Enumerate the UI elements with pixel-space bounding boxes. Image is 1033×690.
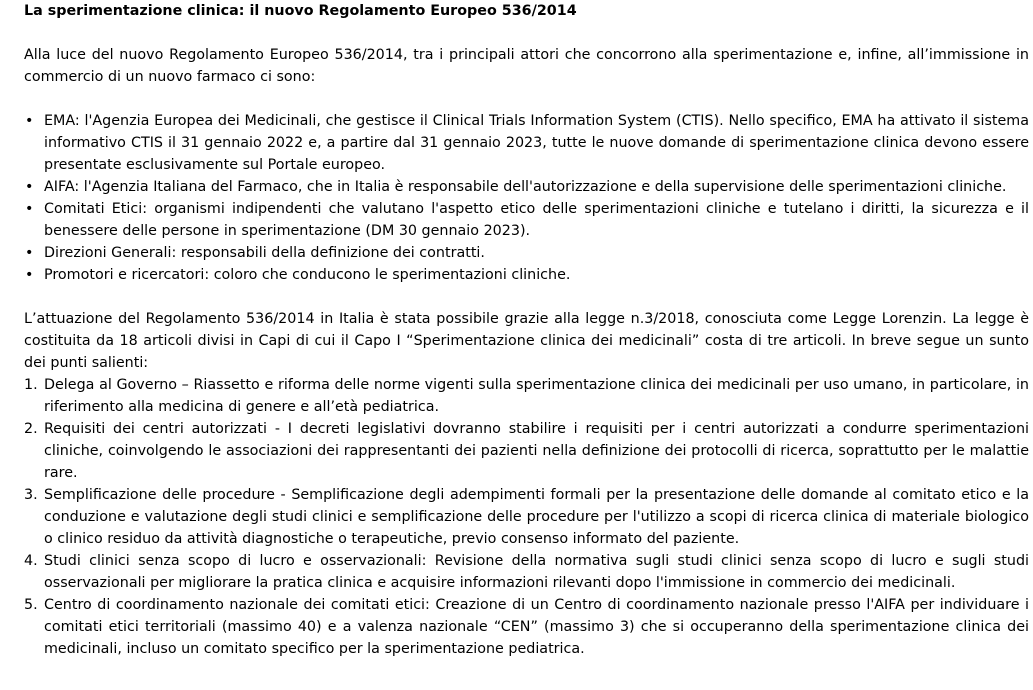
list-number: 5. [24,597,38,613]
law-paragraph: L’attuazione del Regolamento 536/2014 in Italia è stata possibile grazie alla legge n.3/2018, conosciuta come Legge Lorenzin. La legge è costituita da 18 articoli divisi in Capi di cui il Capo I “Sperimentazione clinica dei medicinali” costa di tre articoli. In breve segue un sunto dei punti salienti: [24,311,1029,371]
list-item-text: Semplificazione delle procedure - Semplificazione degli adempimenti formali per la presentazione delle domande al comitato etico e la conduzione e valutazione degli studi clinici e semplificazione delle procedure per l'utilizzo a scopi di ricerca clinica di materiale biologico o clinico residuo da attività diagnostiche o terapeutiche, previo consenso informato del paziente. [44,487,1029,547]
list-item-text: Studi clinici senza scopo di lucro e osservazionali: Revisione della normativa sugli studi clinici senza scopo di lucro e sugli studi osservazionali per migliorare la pratica clinica e acquisire informazioni rilevanti dopo l'immissione in commercio dei medicinali. [44,553,1029,591]
list-item-text: Requisiti dei centri autorizzati - I decreti legislativi dovranno stabilire i requisiti per i centri autorizzati a condurre sperimentazioni cliniche, coinvolgendo le associazioni dei rappresentanti dei pazienti nella definizione dei protocolli di ricerca, soprattutto per le malattie rare. [44,421,1029,481]
list-number: 1. [24,377,38,393]
list-item: • AIFA: l'Agenzia Italiana del Farmaco, che in Italia è responsabile dell'autorizzazione e della supervisione delle sperimentazioni cliniche. [24,176,1029,198]
list-item: • EMA: l'Agenzia Europea dei Medicinali, che gestisce il Clinical Trials Information System (CTIS). Nello specifico, EMA ha attivato il sistema informativo CTIS il 31 gennaio 2022 e, a partire dal 31 gennaio 2023, tutte le nuove domande di sperimentazione clinica devono essere presentate esclusivamente sul Portale europeo. [24,110,1029,176]
list-item-text: Centro di coordinamento nazionale dei comitati etici: Creazione di un Centro di coordinamento nazionale presso l'AIFA per individuare i comitati etici territoriali (massimo 40) e a valenza nazionale “CEN” (massimo 3) che si occuperanno della sperimentazione clinica dei medicinali, incluso un comitato specifico per la sperimentazione pediatrica. [44,597,1029,657]
list-item: • Promotori e ricercatori: coloro che conducono le sperimentazioni cliniche. [24,264,1029,286]
actors-list [24,110,1029,286]
list-item: • Direzioni Generali: responsabili della definizione dei contratti. [24,242,1029,264]
list-item [24,594,1029,660]
list-number: 2. [24,421,38,437]
list-item [24,484,1029,550]
list-number: 3. [24,487,38,503]
intro-paragraph: Alla luce del nuovo Regolamento Europeo 536/2014, tra i principali attori che concorrono alla sperimentazione e, infine, all’immissione in commercio di un nuovo farmaco ci sono: [24,47,1029,85]
document-title: La sperimentazione clinica: il nuovo Regolamento Europeo 536/2014 [24,3,577,19]
points-list [24,374,1029,660]
list-item [24,418,1029,484]
list-number: 4. [24,553,38,569]
list-item: • Comitati Etici: organismi indipendenti che valutano l'aspetto etico delle sperimentazioni cliniche e tutelano i diritti, la sicurezza e il benessere delle persone in sperimentazione (DM 30 gennaio 2023). [24,198,1029,242]
list-item-text: Delega al Governo – Riassetto e riforma delle norme vigenti sulla sperimentazione clinica dei medicinali per uso umano, in particolare, in riferimento alla medicina di genere e all’età pediatrica. [44,377,1029,415]
list-item [24,374,1029,418]
list-item [24,550,1029,594]
